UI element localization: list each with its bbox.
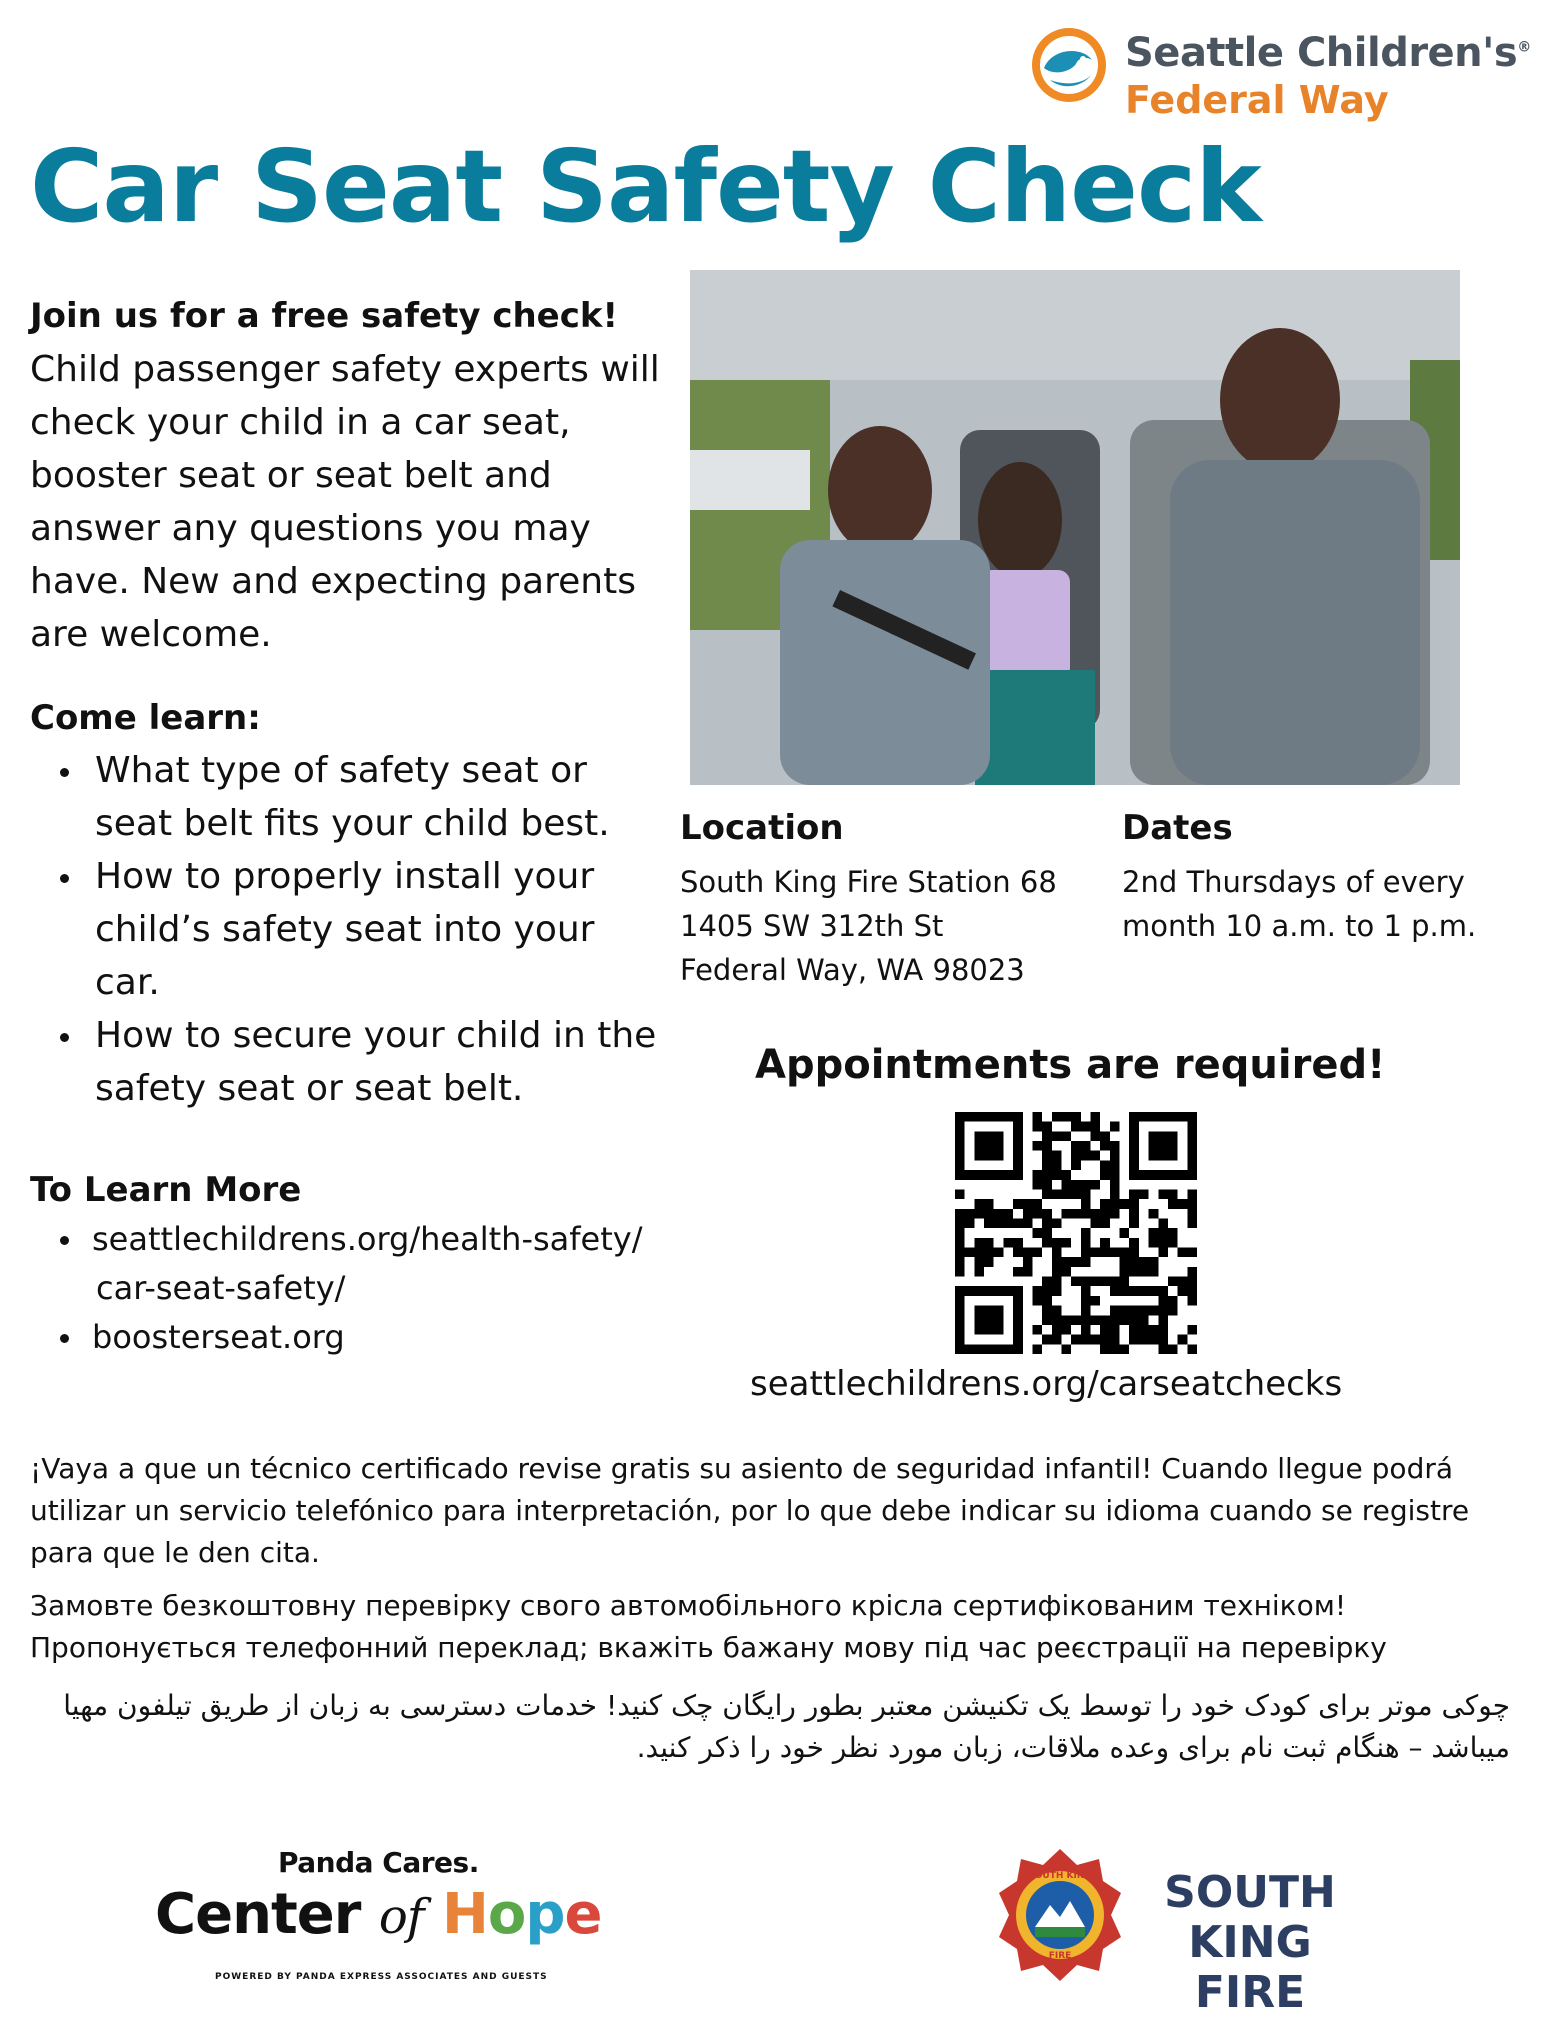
qr-url-link[interactable]: seattlechildrens.org/carseatchecks — [750, 1364, 1343, 1404]
logo-location: Federal Way — [1125, 78, 1389, 122]
dates-text — [1122, 860, 1522, 948]
learn-more-heading: To Learn More — [30, 1170, 302, 1210]
dates-heading: Dates — [1122, 808, 1233, 848]
intro-heading: Join us for a free safety check! — [30, 296, 619, 336]
intro-section — [30, 290, 670, 661]
logo-word-of: of — [378, 1889, 424, 1945]
logo-letter: p — [525, 1882, 565, 1947]
badge-text-top: SOUTH KING — [1028, 1871, 1092, 1881]
seattle-childrens-logo — [1030, 24, 1530, 124]
center-of-hope-logo — [155, 1882, 601, 1947]
farsi-notice: چوکی موتر برای کودک خود را توسط یک تکنیشن معتبر بطور رایگان چک کنید! خدمات دسترسی به زبان از طریق تیلفون مهیا میباشد – هنگام ثبت نام برای وعده ملاقات، زبان مورد نظر خود را ذکر کنید. — [63, 1689, 1510, 1764]
qr-code[interactable] — [955, 1112, 1197, 1354]
location-line: Federal Way, WA 98023 — [680, 953, 1025, 987]
location-line: South King Fire Station 68 — [680, 865, 1057, 899]
dates-line: 2nd Thursdays of every — [1122, 865, 1465, 899]
badge-text-bottom: FIRE — [1048, 1951, 1072, 1961]
logo-letter: e — [564, 1882, 602, 1947]
learn-more-links — [30, 1215, 710, 1362]
logo-letter: o — [487, 1882, 526, 1947]
link-seattlechildrens-continued[interactable]: car-seat-safety/ — [96, 1269, 346, 1307]
link-seattlechildrens[interactable]: seattlechildrens.org/health-safety/ — [30, 1215, 710, 1264]
page-title: Car Seat Safety Check — [30, 128, 1261, 245]
panda-cares-label: Panda Cares. — [278, 1846, 479, 1879]
link-boosterseat[interactable]: boosterseat.org — [30, 1313, 710, 1362]
fire-badge-icon — [995, 1845, 1125, 1985]
panda-powered-tagline: POWERED BY PANDA EXPRESS ASSOCIATES AND GUESTS — [215, 1972, 548, 1982]
fire-line: KING FIRE — [1188, 1917, 1312, 2018]
come-learn-heading: Come learn: — [30, 698, 261, 738]
photo-car-seat-check — [690, 270, 1460, 785]
list-item: What type of safety seat or seat belt fits your child best. — [30, 744, 670, 850]
location-line: 1405 SW 312th St — [680, 909, 944, 943]
location-address — [680, 860, 1057, 992]
fire-line: SOUTH — [1164, 1867, 1336, 1918]
come-learn-list — [30, 744, 670, 1115]
logo-letter: H — [441, 1882, 488, 1947]
location-heading: Location — [680, 808, 844, 848]
intro-body: Child passenger safety experts will check your child in a car seat, booster seat or seat belt and answer any questions you may have. New and expecting parents are welcome. — [30, 349, 660, 655]
ukrainian-notice: Замовте безкоштовну перевірку свого автомобільного крісла сертифікованим техніком! Пропонується телефонний переклад; вкажіть бажану мову під час реєстрації на перевірку — [30, 1589, 1387, 1664]
dates-line: month 10 a.m. to 1 p.m. — [1122, 909, 1477, 943]
photo-illustration — [690, 270, 1460, 785]
spanish-notice: ¡Vaya a que un técnico certificado revise gratis su asiento de seguridad infantil! Cuando llegue podrá utilizar un servicio telefónico para interpretación, por lo que debe indicar su idioma cuando se registre para que le den cita. — [30, 1452, 1470, 1569]
list-item: How to secure your child in the safety seat or seat belt. — [30, 1009, 670, 1115]
list-item: How to properly install your child’s safety seat into your car. — [30, 850, 670, 1009]
whale-logo-icon — [1030, 26, 1108, 104]
logo-name: Seattle Children's® — [1125, 30, 1531, 76]
logo-word-center: Center — [155, 1882, 361, 1947]
appointments-heading: Appointments are required! — [755, 1042, 1386, 1088]
south-king-fire-wordmark — [1130, 1868, 1370, 2018]
